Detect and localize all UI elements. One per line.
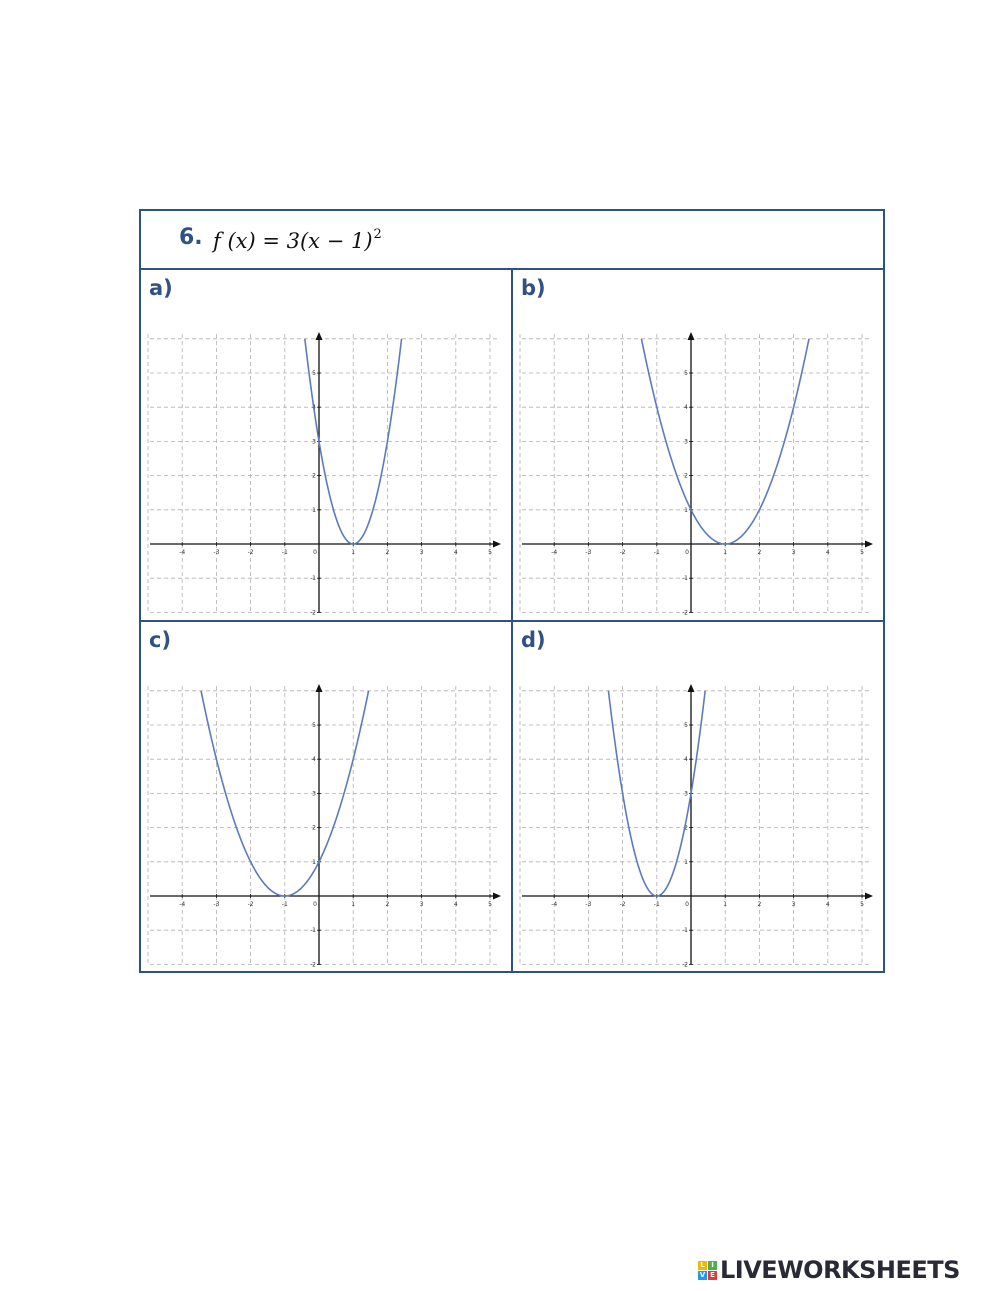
y-tick-label: -1 [682,927,688,935]
y-tick-label: 2 [684,824,688,832]
liveworksheets-icon [698,1261,717,1280]
x-tick-label: 5 [488,549,492,556]
y-tick-label: -2 [310,609,316,617]
y-axis-arrow [688,332,695,340]
x-tick-label: 1 [723,549,728,556]
x-tick-label: 1 [351,901,356,908]
y-tick-label: -2 [310,961,316,969]
y-tick-label: 5 [684,370,688,377]
option-c-graph [147,682,507,972]
x-tick-label: 1 [351,549,356,556]
x-tick-label: -3 [585,549,592,556]
x-tick-label: 2 [757,901,762,908]
x-tick-label: 0 [685,901,689,908]
x-tick-label: 4 [453,549,458,556]
y-tick-label: -2 [682,961,688,969]
y-tick-label: -1 [310,927,316,935]
formula-exponent: 2 [373,227,382,242]
option-d-label: d) [521,628,546,652]
option-b-cell[interactable] [512,270,883,621]
y-tick-label: 3 [312,790,316,798]
x-tick-label: 4 [825,901,830,908]
option-c-label: c) [149,628,172,652]
y-tick-label: 3 [312,438,316,446]
x-tick-label: 4 [825,549,830,556]
y-axis-arrow [316,332,323,340]
x-tick-label: -2 [619,901,626,908]
y-tick-label: 2 [312,824,316,832]
x-tick-label: 3 [419,901,424,908]
option-a-graph [147,330,507,620]
x-tick-label: -3 [585,901,592,908]
y-axis-arrow [316,684,323,692]
liveworksheets-logo [698,1255,960,1285]
x-tick-label: -1 [281,901,288,908]
question-header [141,211,883,270]
x-axis-arrow [865,541,873,548]
x-tick-label: -1 [653,549,660,556]
logo-letter: I [708,1261,717,1270]
y-tick-label: 4 [684,756,688,764]
option-a-label: a) [149,276,173,300]
grid [520,334,871,612]
y-tick-label: 1 [684,858,688,866]
x-tick-label: 3 [791,901,796,908]
x-axis-arrow [493,893,501,900]
y-tick-label: 1 [312,506,316,514]
x-tick-label: 0 [313,549,317,556]
y-tick-label: 4 [684,404,688,412]
x-tick-label: -2 [619,549,626,556]
x-tick-label: 5 [860,901,864,908]
y-tick-label: 3 [684,790,688,798]
logo-letter: L [698,1261,707,1270]
logo-letter: V [699,1270,706,1279]
x-tick-label: 5 [488,901,492,908]
x-tick-label: -2 [247,901,254,908]
option-a-cell[interactable] [141,270,512,621]
formula-text: f (x) = 3(x − 1) [213,229,373,253]
x-tick-label: 5 [860,549,864,556]
x-axis-arrow [493,541,501,548]
x-tick-label: -4 [179,901,186,908]
x-tick-label: 2 [385,549,390,556]
y-tick-label: 2 [684,472,688,480]
x-tick-label: 3 [791,549,796,556]
x-tick-label: -3 [213,901,220,908]
x-tick-label: -4 [179,549,186,556]
x-tick-label: -4 [551,901,558,908]
option-d-graph [519,682,879,972]
y-tick-label: 2 [312,472,316,480]
y-tick-label: 5 [312,370,316,377]
y-tick-label: 3 [684,438,688,446]
x-tick-label: 0 [685,549,689,556]
x-tick-label: 3 [419,549,424,556]
option-c-cell[interactable] [141,621,512,972]
question-number: 6. [179,225,203,250]
x-tick-label: -4 [551,549,558,556]
y-tick-label: -1 [310,575,316,583]
x-tick-label: 2 [385,901,390,908]
x-tick-label: 1 [723,901,728,908]
y-tick-label: -2 [682,609,688,617]
y-axis-arrow [688,684,695,692]
x-tick-label: -1 [653,901,660,908]
grid [148,334,499,612]
x-tick-label: -1 [281,549,288,556]
brand-name: LIVEWORKSHEETS [720,1256,960,1284]
option-d-cell[interactable] [512,621,883,972]
y-tick-label: 4 [312,756,316,764]
y-tick-label: 4 [312,404,316,412]
x-tick-label: -2 [247,549,254,556]
question-formula [213,227,382,253]
x-tick-label: -3 [213,549,220,556]
option-b-label: b) [521,276,546,300]
grid [148,686,499,964]
y-tick-label: 1 [684,506,688,514]
worksheet-table [139,209,885,973]
y-tick-label: 1 [312,858,316,866]
x-axis-arrow [865,893,873,900]
y-tick-label: 5 [684,722,688,729]
y-tick-label: -1 [682,575,688,583]
x-tick-label: 4 [453,901,458,908]
option-b-graph [519,330,879,620]
x-tick-label: 0 [313,901,317,908]
logo-letter: E [708,1271,717,1280]
y-tick-label: 5 [312,722,316,729]
grid [520,686,871,964]
x-tick-label: 2 [757,549,762,556]
